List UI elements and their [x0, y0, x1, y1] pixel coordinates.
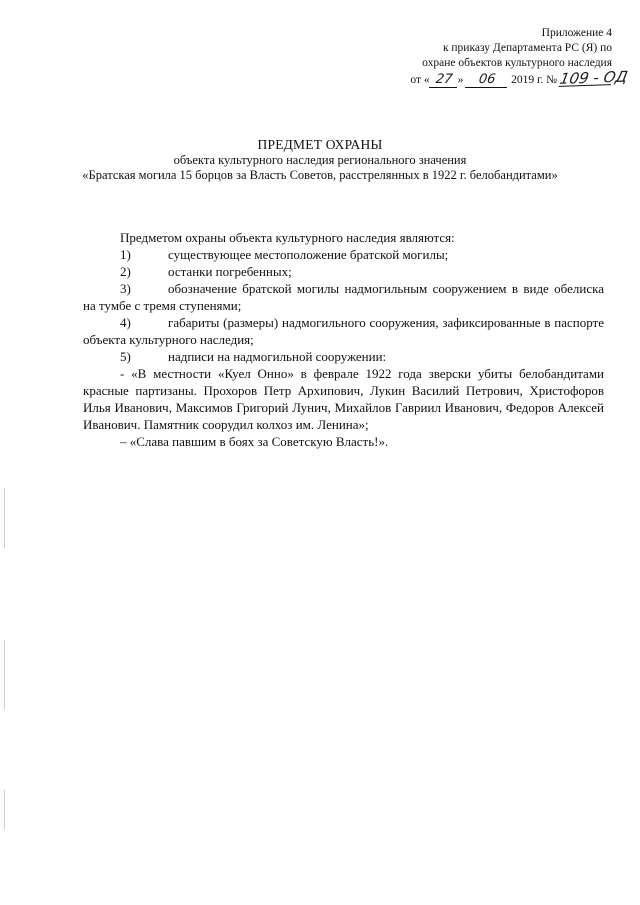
scan-edge-mark: [4, 488, 5, 548]
handwritten-order-number: 109 - ОД: [558, 67, 630, 88]
list-item: [83, 246, 604, 263]
intro-paragraph: Предметом охраны объекта культурного наследия являются:: [120, 230, 455, 245]
list-item: [83, 314, 604, 348]
list-item-text: останки погребенных;: [168, 264, 292, 279]
handwritten-day: 27: [429, 73, 459, 88]
document-title: ПРЕДМЕТ ОХРАНЫ: [257, 137, 383, 152]
title-block: [60, 137, 580, 183]
handwritten-month: 06: [465, 73, 509, 88]
date-year: 2019 г. №: [511, 74, 558, 86]
date-mid: »: [457, 74, 464, 86]
list-item: [83, 263, 604, 280]
appendix-department: охране объектов культурного наследия: [422, 57, 612, 69]
appendix-header: [352, 26, 630, 88]
list-item-text: надписи на надмогильной сооружении:: [168, 349, 387, 364]
object-name: «Братская могила 15 борцов за Власть Советов, расстрелянных в 1922 г. белобандитами»: [82, 168, 558, 182]
appendix-order-ref: к приказу Департамента РС (Я) по: [442, 42, 612, 54]
list-item-number: 3): [120, 281, 131, 296]
list-item: [83, 280, 604, 314]
inscription-slogan: – «Слава павшим в боях за Советскую Власть!».: [120, 434, 389, 449]
scan-edge-mark: [4, 790, 5, 830]
appendix-date-line: [352, 67, 630, 88]
document-subtitle: объекта культурного наследия регионального значения: [173, 153, 467, 167]
list-item-text: существующее местоположение братской могилы;: [168, 247, 449, 262]
date-prefix: от «: [410, 74, 430, 86]
appendix-title: Приложение 4: [541, 27, 612, 39]
list-item-text: габариты (размеры) надмогильного сооружения, зафиксированные в паспорте объекта культурного наследия;: [83, 315, 604, 347]
list-item-number: 1): [120, 247, 131, 262]
list-item-number: 4): [120, 315, 131, 330]
list-item: [83, 348, 604, 365]
inscription-quote: - «В местности «Куел Онно» в феврале 1922 года зверски убиты белобандитами красные партизаны. Прохоров Петр Архипович, Лукин Василий Петрович, Христофоров Илья Иванович, Максимов Григорий Лунич, Михайлов Гавриил Иванович, Федоров Алексей Иванович. Памятник соорудил колхоз им. Ленина»;: [83, 366, 604, 432]
body-text: [83, 229, 604, 450]
list-item-text: обозначение братской могилы надмогильным сооружением в виде обелиска на тумбе с тремя ступенями;: [83, 281, 604, 313]
scan-edge-mark: [4, 640, 5, 710]
list-item-number: 5): [120, 349, 131, 364]
list-item-number: 2): [120, 264, 131, 279]
